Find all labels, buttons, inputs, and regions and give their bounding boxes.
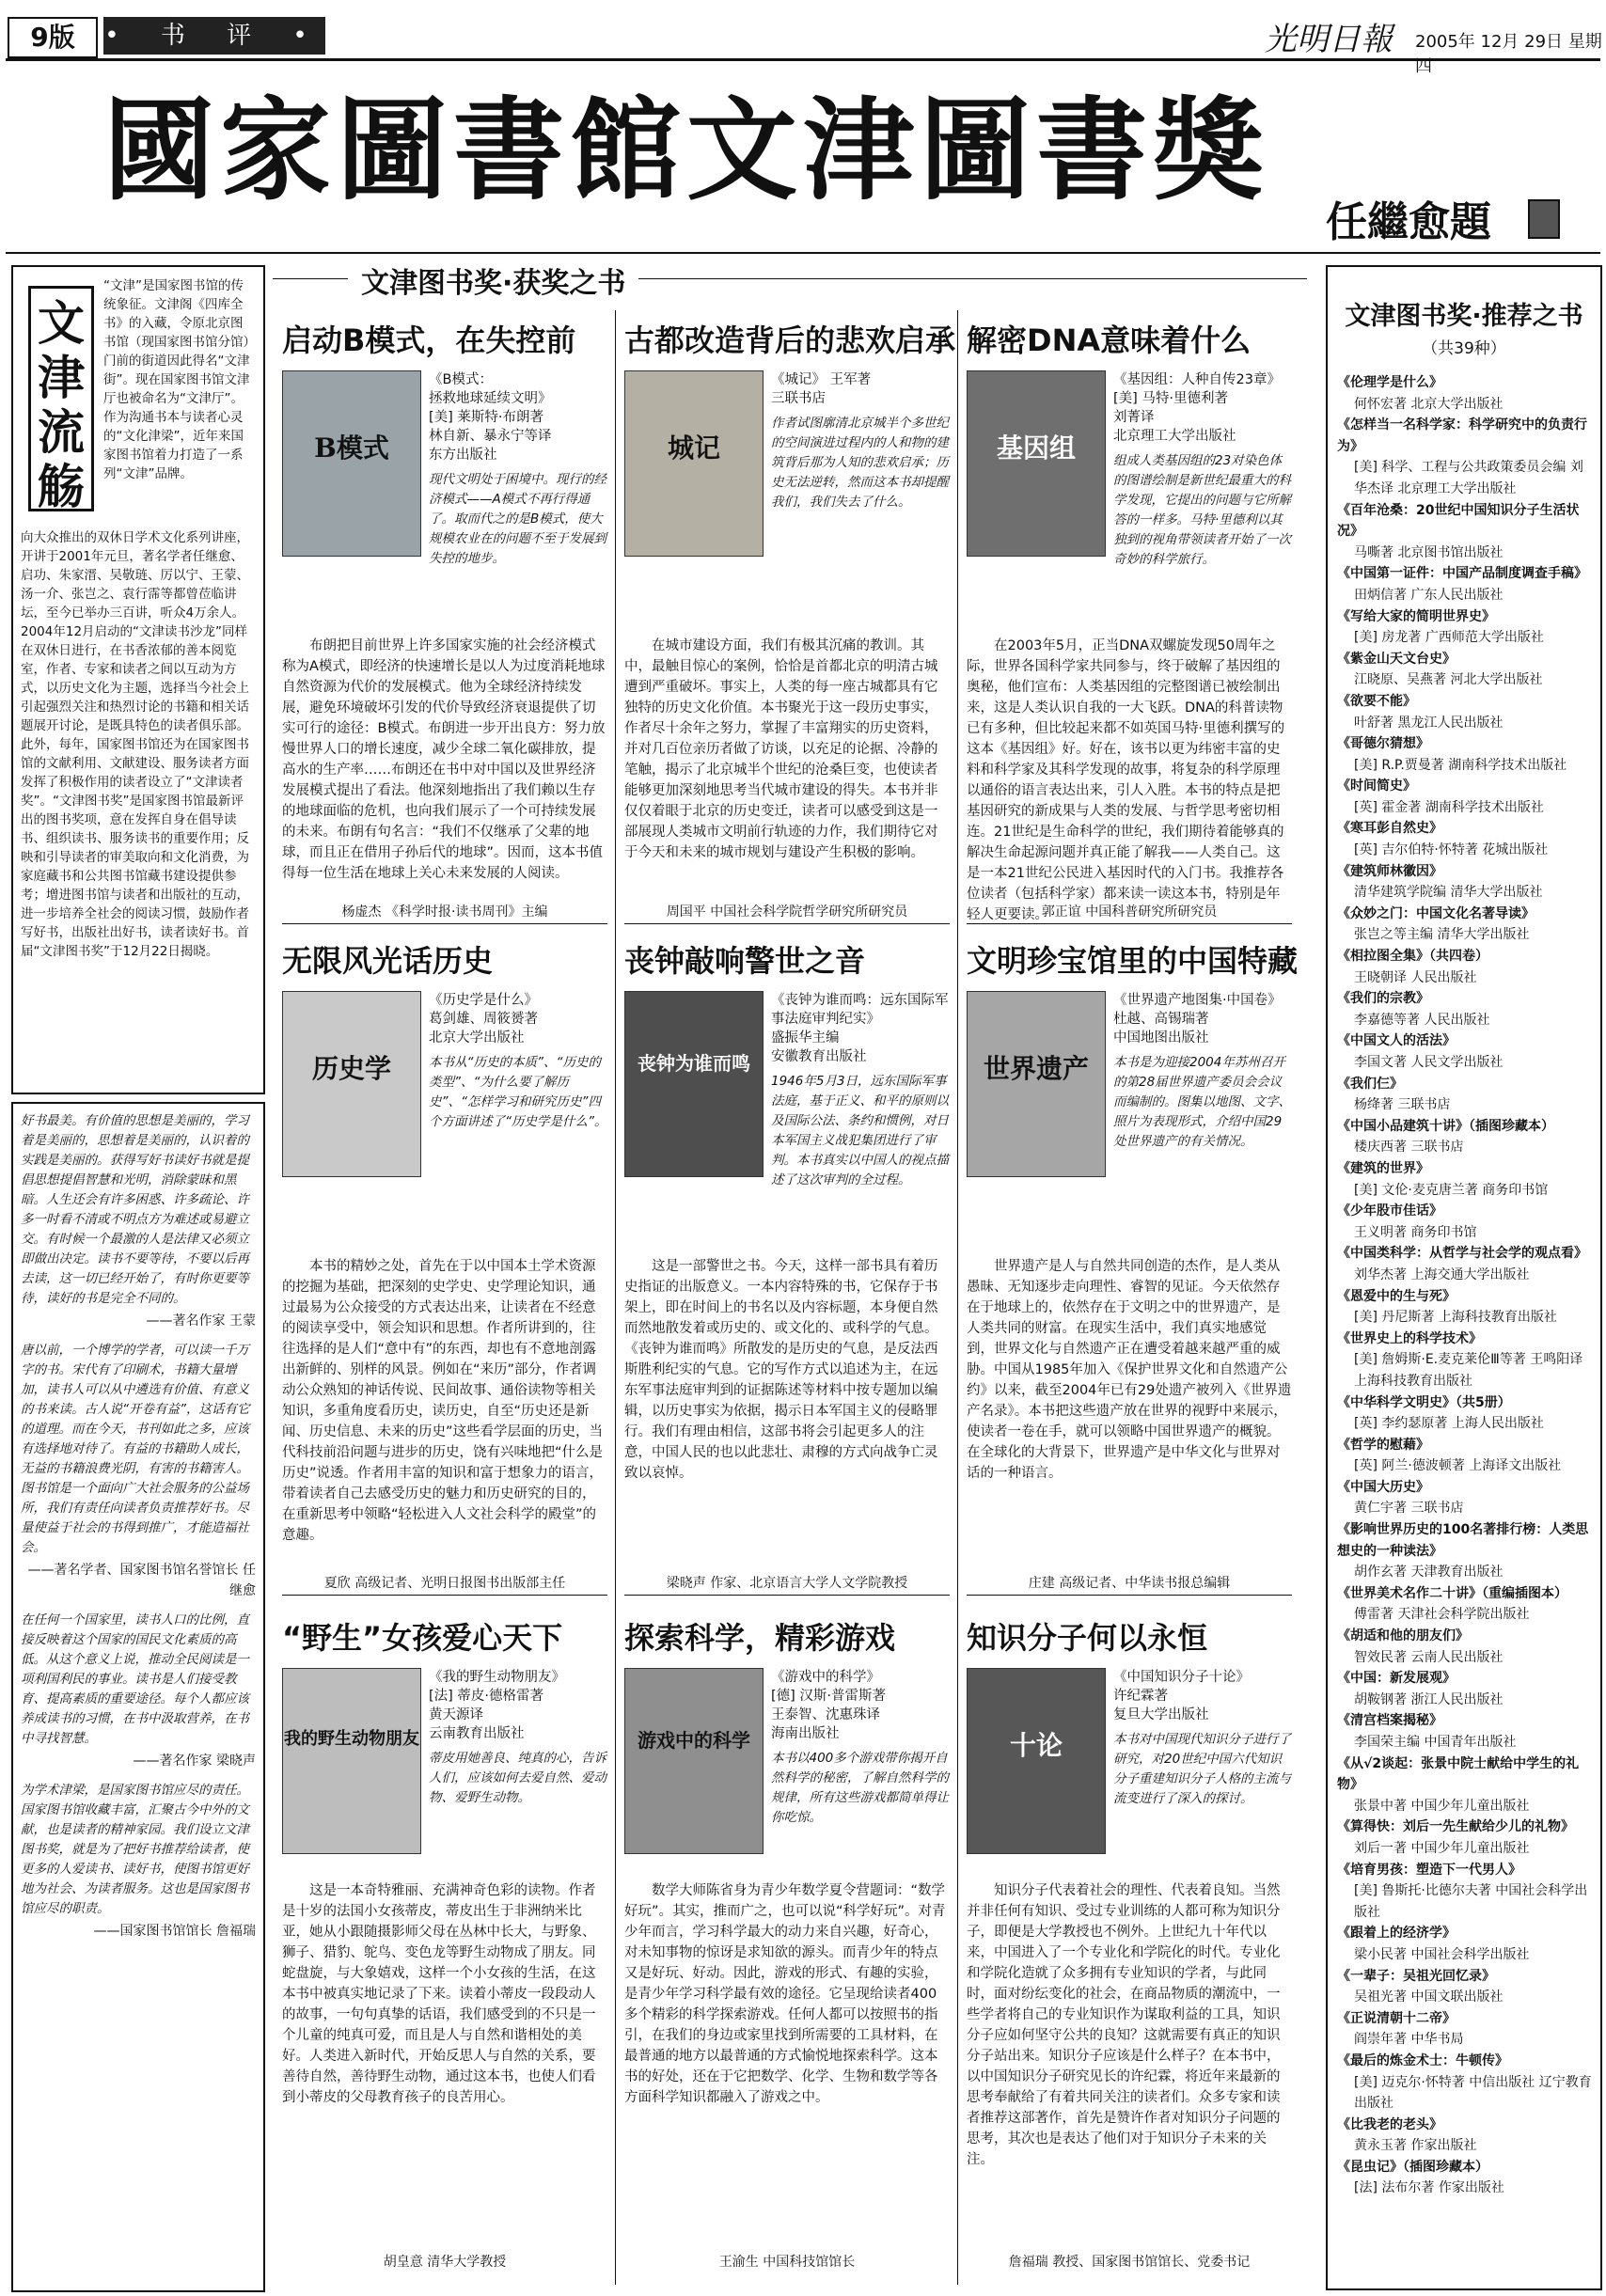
book-cover-image xyxy=(624,370,764,557)
recommended-book-item xyxy=(1337,1583,1593,1626)
book-cover-image xyxy=(967,991,1106,1177)
recommended-book-title: 《写给大家的简明世界史》 xyxy=(1337,608,1495,624)
book-info-line: 王泰智、沈惠珠译 xyxy=(771,1707,880,1722)
recommended-book-meta: 何怀宏著 北京大学出版社 xyxy=(1354,396,1504,412)
book-info-line: 北京大学出版社 xyxy=(429,1030,525,1046)
recommended-book-meta: [美] 文伦·麦克唐兰著 商务印书馆 xyxy=(1354,1182,1549,1198)
article-signature: 胡皇意 清华大学教授 xyxy=(383,2255,507,2270)
article-card xyxy=(624,940,950,1591)
book-cover-title: 丧钟为谁而鸣 xyxy=(638,1052,750,1075)
recommended-book-title: 《我们的宗教》 xyxy=(1337,991,1429,1007)
recommended-book-title: 《中国第一证件：中国产品制度调查手稿》 xyxy=(1337,566,1587,582)
recommended-book-title: 《中华科学文明史》（共5册） xyxy=(1337,1394,1511,1410)
book-cover-title: 我的野生动物朋友 xyxy=(284,1729,419,1749)
recommended-book-title: 《影响世界历史的100名著排行榜：人类思想史的一种读法》 xyxy=(1337,1522,1589,1559)
recommended-book-meta: [美] 詹姆斯·E.麦克莱伦Ⅲ等著 王鸣阳译 上海科技教育出版社 xyxy=(1354,1352,1583,1389)
book-info-line: 《丧钟为谁而鸣：远东国际军事法庭审判纪实》 xyxy=(771,993,949,1027)
book-info-line: 《城记》 王军著 xyxy=(771,372,872,387)
recommended-book-title: 《寒耳彭自然史》 xyxy=(1337,821,1442,837)
book-cover-title: 城记 xyxy=(667,432,720,464)
recommended-book-item xyxy=(1337,1243,1593,1285)
article-title: 解密DNA意味着什么 xyxy=(967,322,1252,358)
book-info-line: 海南出版社 xyxy=(771,1726,840,1741)
article-body: 在城市建设方面，我们有极其沉痛的教训。其中，最触目惊心的案例，恰恰是首都北京的明清古城遭到严重破坏。事实上，人类的每一座古城都具有它独特的历史文化价值。本书聚光于这一段历史事实，作者尽十余年之努力，掌握了丰富翔实的历史资料，并对几百位亲历者做了访谈，以充足的论据、冷静的笔触，揭示了北京城半个世纪的沧桑巨变，也使读者能够更加深刻地思考当代城市建设的得失。本书并非仅仅着眼于北京的历史变迁，读者可以感受到这是一部展现人类城市文明前行轨迹的力作，我们期待它对于今天和未来的城市规划与建设产生积极的影响。 xyxy=(624,638,938,860)
book-cover-image xyxy=(967,1668,1106,1854)
book-cover-title: 历史学 xyxy=(311,1053,391,1084)
recommended-book-meta: 杨绛著 三联书店 xyxy=(1354,1097,1451,1113)
book-cover-title: 世界遗产 xyxy=(983,1053,1089,1084)
book-info-line: 中国地图出版社 xyxy=(1113,1030,1209,1046)
book-excerpt: 本书是为迎接2004年苏州召开的第28届世界遗产委员会会议而编制的。图集以地图、文字、照片为表现形式，介绍中国29处世界遗产的有关情况。 xyxy=(1113,1055,1291,1149)
article-signature: 周国平 中国社会科学院哲学研究所研究员 xyxy=(624,903,950,924)
book-excerpt: 本书对中国现代知识分子进行了研究，对20世纪中国六代知识分子重建知识分子人格的主流与流变进行了深入的探讨。 xyxy=(1113,1732,1291,1806)
recommended-book-item xyxy=(1337,1923,1593,1965)
recommended-book-item xyxy=(1337,500,1593,564)
recommended-book-title: 《正说清朝十二帝》 xyxy=(1337,2010,1456,2026)
recommended-book-item xyxy=(1337,1286,1593,1329)
recommended-book-title: 《紫金山天文台史》 xyxy=(1337,651,1456,667)
page-header xyxy=(0,0,1606,76)
book-cover-title: 基因组 xyxy=(996,432,1076,464)
recommended-book-meta: 黄永玉著 作家出版社 xyxy=(1354,2138,1477,2154)
article-signature: 詹福瑞 教授、国家图书馆馆长、党委书记 xyxy=(1008,2255,1251,2270)
recommended-book-title: 《清宫档案揭秘》 xyxy=(1337,1713,1442,1729)
recommended-book-item xyxy=(1337,1074,1593,1116)
recommended-book-item xyxy=(1337,1816,1593,1859)
article-card xyxy=(624,320,956,920)
quote-text: 在任何一个国家里，读书人口的比例，直接反映着这个国家的国民文化素质的高低。从这个意义上说，推动全民阅读是一项利国利民的事业。读书是人们接受教育、提高素质的重要途径。每个人都应该养成读书的习惯，在书中汲取营养，在书中寻找智慧。 xyxy=(21,1612,249,1746)
recommended-book-title: 《恩爱中的生与死》 xyxy=(1337,1288,1456,1304)
recommended-book-item xyxy=(1337,1860,1593,1924)
article-title: 古都改造背后的悲欢启承 xyxy=(624,322,956,358)
column-body: 向大众推出的双休日学术文化系列讲座，开讲于2001年元旦，著名学者任继愈、启功、朱家溍、吴敬琏、厉以宁、王蒙、汤一介、张岂之、袁行霈等都曾莅临讲坛，至今已举办三百讲，听众4万余人。2004年12月启动的“文津读书沙龙”同样在双休日进行，在书香浓郁的善本阅览室，作者、专家和读者之间以互动为方式，以历史文化为主题，选择当今社会上引起强烈关注和热烈讨论的书籍和相关话题展开讨论，是既具特色的读者俱乐部。此外，每年，国家图书馆还为在国家图书馆的文献利用、文献建设、服务读者方面发挥了积极作用的读者设立了“文津读者奖”。“文津图书奖”是国家图书馆最新评出的图书奖项，意在发挥自身在倡导读书、组织读书、服务读书的重要作用；反映和引导读者的审美取向和文化消费，为家庭藏书和公共图书馆藏书建设提供参考；增进图书馆与读者和出版社的互动，进一步培养全社会的阅读习惯，鼓励作者写好书，出版社出好书，读者读好书。首届“文津图书奖”于12月22日揭晓。 xyxy=(21,530,249,959)
recommended-book-meta: 王晓朝译 人民出版社 xyxy=(1354,969,1477,985)
recommended-book-title: 《欲要不能》 xyxy=(1337,693,1416,709)
recommended-book-item xyxy=(1337,1116,1593,1158)
book-info-line: 盛振华主编 xyxy=(771,1030,840,1046)
recommended-book-meta: [美] 科学、工程与公共政策委员会编 刘华杰译 北京理工大学出版社 xyxy=(1354,460,1583,496)
book-info-line: 三联书店 xyxy=(771,391,826,406)
page-number: 9版 xyxy=(8,17,98,58)
article-body: 知识分子代表着社会的理性、代表着良知。当然并非任何有知识、受过专业训练的人都可称为知识分子，即便是大学教授也不例外。上世纪九十年代以来，中国进入了一个专业化和学院化的时代。专业化和学院化造就了众多拥有专业知识的学者，与此同时，面对纷纭变化的社会，在商品物质的潮流中，一些学者将自己的专业知识作为谋取利益的工具，知识分子应如何坚守公共的良知？这就需要有真正的知识分子站出来。知识分子应该是什么样子？在本书中，以中国知识分子研究见长的许纪霖，将近年来最新的思考奉献给了有着共同关注的读者们。众多专家和读者推荐这部著作，首先是赞许作者对知识分子问题的思考，其次也是表达了他们对于知识分子未来的关注。 xyxy=(967,1883,1281,2167)
book-info xyxy=(429,991,607,1132)
article-card xyxy=(282,320,607,920)
quote-signature: ——著名作家 梁晓声 xyxy=(133,1753,256,1769)
article-title: “野生”女孩爱心天下 xyxy=(282,1620,563,1656)
article-body: 这是一本奇特雅丽、充满神奇色彩的读物。作者是十岁的法国小女孩蒂皮，蒂皮出生于非洲纳米比亚，她从小跟随摄影师父母在丛林中长大，与野象、狮子、猎豹、鸵鸟、变色龙等野生动物成了朋友。同蛇盘旋，与大象嬉戏，这样一个小女孩的生活，在这本书中被真实地记录了下来。读着小蒂皮一段段动人的故事，一句句真挚的话语，我们感受到的不只是一个儿童的纯真可爱，而且是人与自然和谐相处的美好。人类进入新时代，开始反思人与自然的关系，要善待自然，善待野生动物，通过这本书，也使人们看到小蒂皮的父母教育孩子的良苦用心。 xyxy=(282,1883,596,2105)
recommended-book-item xyxy=(1337,606,1593,649)
recommended-book-title: 《哲学的慰藉》 xyxy=(1337,1437,1429,1453)
book-info-line: 安徽教育出版社 xyxy=(771,1049,867,1064)
recommended-book-title: 《从√2谈起：张景中院士献给中学生的礼物》 xyxy=(1337,1755,1580,1793)
recommended-book-meta: 张景中著 中国少年儿童出版社 xyxy=(1354,1798,1530,1814)
book-cover-image xyxy=(624,1668,764,1854)
article-card xyxy=(967,320,1292,922)
recommended-book-title: 《建筑的世界》 xyxy=(1337,1160,1429,1176)
book-info-line: 黄天源译 xyxy=(429,1707,483,1722)
recommended-book-meta: [英] 阿兰·德波顿著 上海译文出版社 xyxy=(1354,1458,1562,1474)
recommended-book-meta: [英] 李约瑟原著 上海人民出版社 xyxy=(1354,1416,1544,1432)
book-excerpt: 作者试图廓清北京城半个多世纪的空间演进过程内的人和物的建筑背后那为人知的悲欢启承；历史无法逆转，然而这本书却提醒我们，我们失去了什么。 xyxy=(771,416,949,510)
column-separator xyxy=(957,310,958,2285)
recommended-book-item xyxy=(1337,946,1593,988)
recommended-book-meta: [美] R.P.贾曼著 湖南科学技术出版社 xyxy=(1354,757,1567,773)
recommended-book-title: 《胡适和他的朋友们》 xyxy=(1337,1628,1469,1644)
recommended-book-title: 《一辈子：吴祖光回忆录》 xyxy=(1337,1968,1495,1984)
quotes-box xyxy=(11,1102,265,2292)
recommended-book-title: 《中国类科学：从哲学与社会学的观点看》 xyxy=(1337,1246,1587,1262)
recommended-book-meta: 张岂之等主编 清华大学出版社 xyxy=(1354,927,1530,943)
recommended-book-meta: [英] 霍金著 湖南科学技术出版社 xyxy=(1354,799,1544,815)
recommended-book-title: 《昆虫记》（插图珍藏本） xyxy=(1337,2159,1488,2175)
recommended-book-meta: 李国文著 人民文学出版社 xyxy=(1354,1055,1504,1070)
book-info-line: 《我的野生动物朋友》 xyxy=(429,1670,565,1685)
recommended-book-meta: 吴祖光著 中国文联出版社 xyxy=(1354,1989,1504,2005)
article-card xyxy=(282,1617,607,2270)
article-card xyxy=(624,1617,950,2270)
recommended-book-item xyxy=(1337,1030,1593,1073)
recommended-book-title: 《最后的炼金术士：牛顿传》 xyxy=(1337,2052,1508,2068)
recommended-book-item xyxy=(1337,1435,1593,1477)
column-box xyxy=(11,265,265,1094)
recommended-book-meta: 傅雷著 天津社会科学院出版社 xyxy=(1354,1607,1530,1623)
recommended-book-meta: 智效民著 云南人民出版社 xyxy=(1354,1649,1504,1665)
recommended-book-title: 《中国文人的活法》 xyxy=(1337,1033,1456,1049)
book-info-line: 《基因组：人种自传23章》 xyxy=(1113,372,1281,387)
book-info xyxy=(1113,1668,1292,1809)
book-excerpt: 现代文明处于困境中。现行的经济模式——A模式不再行得通了。取而代之的是B模式，使大规模农业在的问题不至于发展到失控的地步。 xyxy=(429,472,606,566)
article-title: 文明珍宝馆里的中国特藏 xyxy=(967,943,1299,979)
book-cover-image xyxy=(282,1668,421,1854)
article-card xyxy=(967,940,1299,1591)
recommended-book-meta: 江晓原、吴燕著 河北大学出版社 xyxy=(1354,672,1543,688)
article-signature: 梁晓声 作家、北京语言大学人文学院教授 xyxy=(624,1574,950,1596)
quote-signature: ——著名作家 王蒙 xyxy=(146,1313,256,1329)
recommended-book-meta: 黄仁宇著 三联书店 xyxy=(1354,1501,1464,1517)
article-title: 知识分子何以永恒 xyxy=(967,1620,1208,1656)
recommended-book-meta: [美] 房龙著 广西师范大学出版社 xyxy=(1354,630,1544,646)
recommended-book-meta: 马嘶著 北京图书馆出版社 xyxy=(1354,544,1504,560)
recommended-book-meta: [法] 法布尔著 作家出版社 xyxy=(1354,2180,1504,2196)
recommended-book-item xyxy=(1337,904,1593,946)
article-body: 本书的精妙之处，首先在于以中国本土学术资源的挖掘为基础，把深刻的史学史、史学理论知识，通过最易为公众接受的方式表达出来，让读者在不经意的阅读享受中，领会知识和思想。作者所讲到的，往往选择的是人们“意中有”的东西，却也有不意地剖露出新鲜的、别样的风景。例如在“来历”部分，作者调动公众熟知的神话传说、民间故事、通俗读物等相关知识，多重角度看历史，读历史，自至“历史还是新闻、历史信息、未来的历史”这些看学层面的历史，当代科技前沿问题与进步的历史，饶有兴味地把“什么是历史”说透。作者用丰富的知识和富于想象力的语言，带着读者自己去感受历史的魅力和历史研究的目的，在重新思考中领略“轻松进入人文社会科学的殿堂”的意趣。 xyxy=(282,1259,604,1543)
recommended-book-meta: 清华建筑学院编 清华大学出版社 xyxy=(1354,885,1543,901)
recommended-book-item xyxy=(1337,2115,1593,2157)
recommended-book-item xyxy=(1337,415,1593,499)
recommended-book-meta: [美] 鲁斯托·比德尔夫著 中国社会科学出版社 xyxy=(1354,1883,1588,1920)
column-separator xyxy=(615,310,616,2285)
recommended-book-item xyxy=(1337,818,1593,860)
quote-text: 为学术津梁，是国家图书馆应尽的责任。国家图书馆收藏丰富，汇聚古今中外的文献，也是读者的精神家园。我们设立文津图书奖，就是为了把好书推荐给读者，使更多的人爱读书、读好书，使图书馆更好地为社会、为读者服务。这也是国家图书馆应尽的职责。 xyxy=(21,1783,249,1916)
book-cover-image xyxy=(282,991,421,1177)
section-heading xyxy=(273,258,1307,303)
recommended-book-meta: [美] 迈克尔·怀特著 中信出版社 辽宁教育出版社 xyxy=(1354,2074,1592,2112)
recommended-book-item xyxy=(1337,2051,1593,2115)
recommended-book-title: 《时间简史》 xyxy=(1337,778,1416,794)
article-title: 丧钟敲响警世之音 xyxy=(624,943,866,979)
book-info-line: 《游戏中的科学》 xyxy=(771,1670,880,1685)
recommended-book-meta: 阎崇年著 中华书局 xyxy=(1354,2032,1464,2048)
book-info-line: 云南教育出版社 xyxy=(429,1726,525,1741)
recommended-book-title: 《中国：新发展观》 xyxy=(1337,1671,1456,1687)
recommended-book-item xyxy=(1337,988,1593,1030)
recommended-book-item xyxy=(1337,1329,1593,1392)
recommended-book-item xyxy=(1337,2157,1593,2199)
article-signature: 杨虚杰 《科学时报·读书周刊》主编 xyxy=(282,903,607,924)
recommended-book-title: 《众妙之门：中国文化名著导读》 xyxy=(1337,905,1535,921)
recommended-book-item xyxy=(1337,733,1593,776)
book-info-line: 林自新、暴永宁等译 xyxy=(429,429,552,444)
section-heading-label: 文津图书奖·获奖之书 xyxy=(348,259,638,301)
recommended-book-title: 《少年股市佳话》 xyxy=(1337,1203,1442,1219)
recommended-book-title: 《中国小品建筑十讲》（插图珍藏本） xyxy=(1337,1118,1554,1134)
recommended-book-item xyxy=(1337,691,1593,733)
book-info-line: 葛剑雄、周筱赟著 xyxy=(429,1012,538,1027)
newspaper-logo: 光明日報 xyxy=(1265,21,1393,58)
recommended-book-title: 《培育男孩：塑造下一代男人》 xyxy=(1337,1862,1521,1878)
recommended-book-title: 《中国大历史》 xyxy=(1337,1479,1429,1495)
book-cover-title: B模式 xyxy=(314,432,389,464)
recommended-book-title: 《世界美术名作二十讲》（重编插图本） xyxy=(1337,1585,1567,1601)
recommended-book-item xyxy=(1337,1158,1593,1201)
recommended-book-title: 《相拉图全集》（共四卷） xyxy=(1337,949,1488,965)
quote-signature: ——著名学者、国家图书馆名誉馆长 任继愈 xyxy=(27,1563,256,1598)
book-info xyxy=(771,1668,950,1828)
recommended-book-item xyxy=(1337,1477,1593,1519)
recommended-book-meta: 叶舒著 黑龙江人民出版社 xyxy=(1354,715,1504,731)
recommended-book-item xyxy=(1337,563,1593,605)
recommended-book-title: 《世界史上的科学技术》 xyxy=(1337,1330,1482,1346)
article-signature: 王渝生 中国科技馆馆长 xyxy=(718,2255,856,2270)
book-info-line: 杜越、高锡瑞著 xyxy=(1113,1012,1209,1027)
article-title: 探索科学，精彩游戏 xyxy=(624,1620,896,1656)
banner-title: 國家圖書館文津圖書獎 xyxy=(103,85,1270,215)
book-info-line: 拯救地球延续文明》 xyxy=(429,391,552,406)
recommended-book-meta: 李国荣主编 中国青年出版社 xyxy=(1354,1735,1517,1750)
book-info-line: [德] 汉斯·普雷斯著 xyxy=(771,1689,887,1704)
recommended-book-item xyxy=(1337,372,1593,415)
book-info-line: [美] 马特·里德利著 xyxy=(1113,391,1229,406)
section-badge: • 书 评 • xyxy=(103,17,325,55)
article-body: 在2003年5月，正当DNA双螺旋发现50周年之际，世界各国科学家共同参与，终于破解了基因组的奥秘，他们宣布：人类基因组的完整图谱已被绘制出来，这是人类认识自我的一大飞跃。DNA的科普读物已有多种，但比较起来都不如英国马特·里德利撰写的这本《基因组》好。好在，该书以更为纬密丰富的史料和科学家及其科学发现的故事，将复杂的科学原理以通俗的语言表达出来，引人入胜。本书的特点是把基因研究的新成果与人类的发展、与哲学思考密切相连。21世纪是生命科学的世纪，我们期待着能够真的解决生命起源问题并真正能了解我——人类自己。这是一本21世纪公民进入基因时代的入门书。我推荐各位读者（包括科学家）都来读一读这本书，特别是年轻人更要读。 xyxy=(967,638,1285,922)
recommended-book-meta: 胡作玄著 天津教育出版社 xyxy=(1354,1565,1504,1580)
recommended-book-item xyxy=(1337,1668,1593,1710)
seal-stamp-icon xyxy=(1528,199,1560,239)
banner-rule xyxy=(6,252,1600,254)
book-info-line: 《历史学是什么》 xyxy=(429,993,538,1008)
recommended-book-meta: 刘华杰著 上海交通大学出版社 xyxy=(1354,1266,1530,1282)
recommended-book-title: 《建筑师林徽因》 xyxy=(1337,863,1442,879)
book-cover-image xyxy=(624,991,764,1177)
recommended-book-meta: 田炳信著 广东人民出版社 xyxy=(1354,587,1504,603)
book-excerpt: 蒂皮用她善良、纯真的心，告诉人们，应该如何去爱自然、爱动物、爱野生动物。 xyxy=(429,1751,606,1805)
book-cover-title: 十论 xyxy=(1009,1730,1063,1761)
recommended-book-meta: [英] 吉尔伯特·怀特著 花城出版社 xyxy=(1354,842,1549,858)
quote-text: 唐以前，一个博学的学者，可以读一千万字的书。宋代有了印刷术，书籍大量增加，读书人可以从中遴选有价值、有意义的书来读。古人说“开卷有益”，这话有它的道理。而在今天，书刊如此之多，应该有选择地对待了。有益的书籍助人成长，无益的书籍浪费光阴，有害的书籍害人。图书馆是一个面向广大社会服务的公益场所，我们有责任向读者负责推荐好书。尽量使益于社会的书得到推广，才能造福社会。 xyxy=(21,1343,250,1555)
recommended-book-meta: 李嘉德等著 人民出版社 xyxy=(1354,1012,1490,1028)
calligrapher-signature: 任繼愈題 xyxy=(1326,198,1491,246)
book-excerpt: 本书从“历史的本质”、“历史的类型”、“为什么要了解历史”、“怎样学习和研究历史”四个方面讲述了“历史学是什么”。 xyxy=(429,1055,607,1129)
recommended-list xyxy=(1337,372,1593,2199)
book-excerpt: 组成人类基因组的23对染色体的图谱绘制是新世纪最重大的科学发现，它提出的问题与它所解答的一样多。马特·里德利以其独到的视角带领读者开始了一次奇妙的科学旅行。 xyxy=(1113,453,1291,567)
recommended-book-title: 《哥德尔猜想》 xyxy=(1337,736,1429,752)
recommended-book-title: 《算得快：刘后一先生献给少儿的礼物》 xyxy=(1337,1819,1574,1835)
article-body: 这是一部警世之书。今天，这样一部书具有着历史指证的出版意义。一本内容特殊的书，它保存于书架上，即在时间上的书名以及内容标题，本身便自然而然地散发着或历史的、或文化的、或科学的气息。《丧钟为谁而鸣》所散发的是历史的气息，是反法西斯胜利纪实的气息。它的写作方式以追述为主，在远东军事法庭审判到的证据陈述等材料中按专题加以编辑，以历史事实为依据，揭示日本军国主义的侵略罪行。我们有理由相信，这部书将会引起更多人的注意，中国人民的也以此悲壮、肃穆的方式向战争亡灵致以哀悼。 xyxy=(624,1259,938,1481)
recommended-book-item xyxy=(1337,1201,1593,1243)
column-title: 文津流觞 xyxy=(28,286,94,511)
book-info-line: 许纪霖著 xyxy=(1113,1689,1168,1704)
recommended-book-meta: 王义明著 商务印书馆 xyxy=(1354,1224,1477,1240)
book-cover-image xyxy=(967,370,1106,557)
article-title: 启动B模式，在失控前 xyxy=(282,322,576,358)
recommended-book-title: 《伦理学是什么》 xyxy=(1337,375,1442,390)
recommended-book-title: 《跟着上的经济学》 xyxy=(1337,1926,1456,1942)
article-signature: 庄建 高级记者、中华读书报总编辑 xyxy=(967,1574,1292,1596)
issue-date: 2005年 12月 29日 星期四 xyxy=(1415,32,1602,76)
book-info xyxy=(771,370,950,512)
article-body: 布朗把目前世界上许多国家实施的社会经济模式称为A模式，即经济的快速增长是以人为过度消耗地球自然资源为代价的发展模式。他为全球经济持续发展，避免环境破坏引发的代价导致经济衰退提供了切实可行的途径：B模式。布朗进一步开出良方：努力放慢世界人口的增长速度，减少全球二氧化碳排放，提高水的生产率……布朗还在书中对中国以及世界经济发展模式提出了看法。他深刻地指出了我们赖以生存的地球面临的危机，也向我们展示了一个可持续发展的未来。布朗有句名言：“我们不仅继承了父辈的地球，而且正在借用子孙后代的地球”。因而，这本书值得每一位生活在地球上关心未来发展的人阅读。 xyxy=(282,638,606,881)
book-info-line: 北京理工大学出版社 xyxy=(1113,429,1236,444)
book-info-line: 东方出版社 xyxy=(429,448,497,463)
recommended-book-title: 《比我老的老头》 xyxy=(1337,2116,1442,2132)
article-card xyxy=(282,940,607,1591)
recommended-book-meta: 梁小民著 中国社会科学出版社 xyxy=(1354,1946,1530,1962)
book-excerpt: 1946年5月3日，远东国际军事法庭，基于正义、和平的原则以及国际公法、条约和惯例，对日本军国主义战犯集团进行了审判。本书真实以中国人的视点描述了这次审判的全过程。 xyxy=(771,1074,949,1187)
recommended-book-item xyxy=(1337,1710,1593,1753)
book-info-line: 《世界遗产地图集·中国卷》 xyxy=(1113,993,1282,1008)
book-info-line: [美] 莱斯特·布朗著 xyxy=(429,410,544,425)
recommended-book-item xyxy=(1337,1753,1593,1817)
recommended-book-item xyxy=(1337,776,1593,818)
article-body: 世界遗产是人与自然共同创造的杰作，是人类从愚昧、无知逐步走向理性、睿智的见证。今天依然存在于地球上的，依然存在于文明之中的世界遗产，是人类共同的财富。在现实生活中，我们真实地感觉到，世界文化与自然遗产正在遭受着越来越严重的威胁。中国从1985年加入《保护世界文化和自然遗产公约》以来，截至2004年已有29处遗产被列入《世界遗产名录》。本书把这些遗产放在世界的视野中来展示，使读者一卷在手，就可以领略中国世界遗产的概貌。在全球化的大背景下，世界遗产是中华文化与世界对话的一种语言。 xyxy=(967,1259,1292,1481)
recommended-book-item xyxy=(1337,649,1593,691)
header-rule xyxy=(6,58,1600,61)
recommended-book-item xyxy=(1337,1966,1593,2008)
book-info xyxy=(771,991,950,1190)
recommended-book-item xyxy=(1337,1519,1593,1583)
book-info-line: 刘菁译 xyxy=(1113,410,1155,425)
book-cover-title: 游戏中的科学 xyxy=(638,1729,750,1752)
article-title: 无限风光话历史 xyxy=(282,943,494,979)
recommended-book-item xyxy=(1337,1626,1593,1668)
recommended-books-box xyxy=(1326,265,1602,2290)
recommended-book-meta: 楼庆西著 三联书店 xyxy=(1354,1140,1464,1156)
book-info xyxy=(1113,370,1292,570)
book-cover-image xyxy=(282,370,421,557)
book-info xyxy=(429,1668,607,1808)
article-signature: 郭正谊 中国科普研究所研究员 xyxy=(967,903,1292,924)
recommended-book-meta: 胡鞍钢著 浙江人民出版社 xyxy=(1354,1691,1504,1707)
recommended-book-title: 《怎样当一名科学家：科学研究中的负责行为》 xyxy=(1337,417,1587,454)
recommended-book-item xyxy=(1337,2008,1593,2051)
recommended-book-title: 《我们仨》 xyxy=(1337,1076,1403,1092)
quote-text: 好书最美。有价值的思想是美丽的，学习着是美丽的，思想着是美丽的，认识着的实践是美丽的。获得写好书读好书就是提倡思想提倡智慧和光明，消除蒙昧和黑暗。人生还会有许多困惑、许多疏论、许多一时看不清或不明点方为难述或易避立交。有时候一个最激的人是法律又必须立即做出决定。读书不要等待，不要以后再去读，这一切已经开始了，有时你更要等待，读好的书是完全不同的。 xyxy=(21,1113,249,1306)
quote-signature: ——国家图书馆馆长 詹福瑞 xyxy=(93,1924,256,1939)
article-body: 数学大师陈省身为青少年数学夏令营题词：“数学好玩”。其实，推而广之，也可以说“科学好玩”。对青少年而言，学习科学最大的动力来自兴趣，好奇心，对未知事物的惊讶是求知欲的源头。而青少年的特点又是好玩、好动。因此，游戏的形式、有趣的实验，是青少年学习科学最有效的途径。它呈现给读者400多个精彩的科学探索游戏。任何人都可以按照书的指引，在我们的身边或家里找到所需要的工具材料，在最普通的地方以最普通的方式愉悦地探索科学。这本书的好处，还在于它把数学、化学、生物和数学等各方面科学知识都融入了游戏之中。 xyxy=(624,1883,946,2105)
book-info xyxy=(429,370,607,569)
book-excerpt: 本书以400多个游戏带你揭开自然科学的秘密，了解自然科学的规律，所有这些游戏都简单得让你吃惊。 xyxy=(771,1751,949,1825)
recommended-title: 文津图书奖·推荐之书 xyxy=(1345,302,1583,331)
recommended-count: （共39种） xyxy=(1422,339,1506,358)
recommended-book-item xyxy=(1337,1392,1593,1435)
article-signature: 夏欣 高级记者、光明日报图书出版部主任 xyxy=(282,1574,607,1596)
recommended-book-item xyxy=(1337,861,1593,904)
book-info-line: 复旦大学出版社 xyxy=(1113,1707,1209,1722)
article-card xyxy=(967,1617,1292,2270)
recommended-book-meta: 刘后一著 中国少年儿童出版社 xyxy=(1354,1840,1530,1856)
book-info-line: 《B模式： xyxy=(429,372,493,387)
book-info xyxy=(1113,991,1292,1152)
column-lead: “文津”是国家图书馆的传统象征。文津阁《四库全书》的入藏，令原北京图书馆（现国家图书馆分馆）门前的街道因此得名“文津街”。现在国家图书馆文津厅也被命名为“文津厅”。作为沟通书本与读者心灵的“文化津梁”，近年来国家图书馆着力打造了一系列“文津”品牌。 xyxy=(103,278,250,481)
recommended-book-meta: [美] 丹尼斯著 上海科技教育出版社 xyxy=(1354,1310,1557,1326)
recommended-book-title: 《百年沧桑：20世纪中国知识分子生活状况》 xyxy=(1337,502,1580,540)
book-info-line: 《中国知识分子十论》 xyxy=(1113,1670,1250,1685)
book-info-line: [法] 蒂皮·德格雷著 xyxy=(429,1689,544,1704)
